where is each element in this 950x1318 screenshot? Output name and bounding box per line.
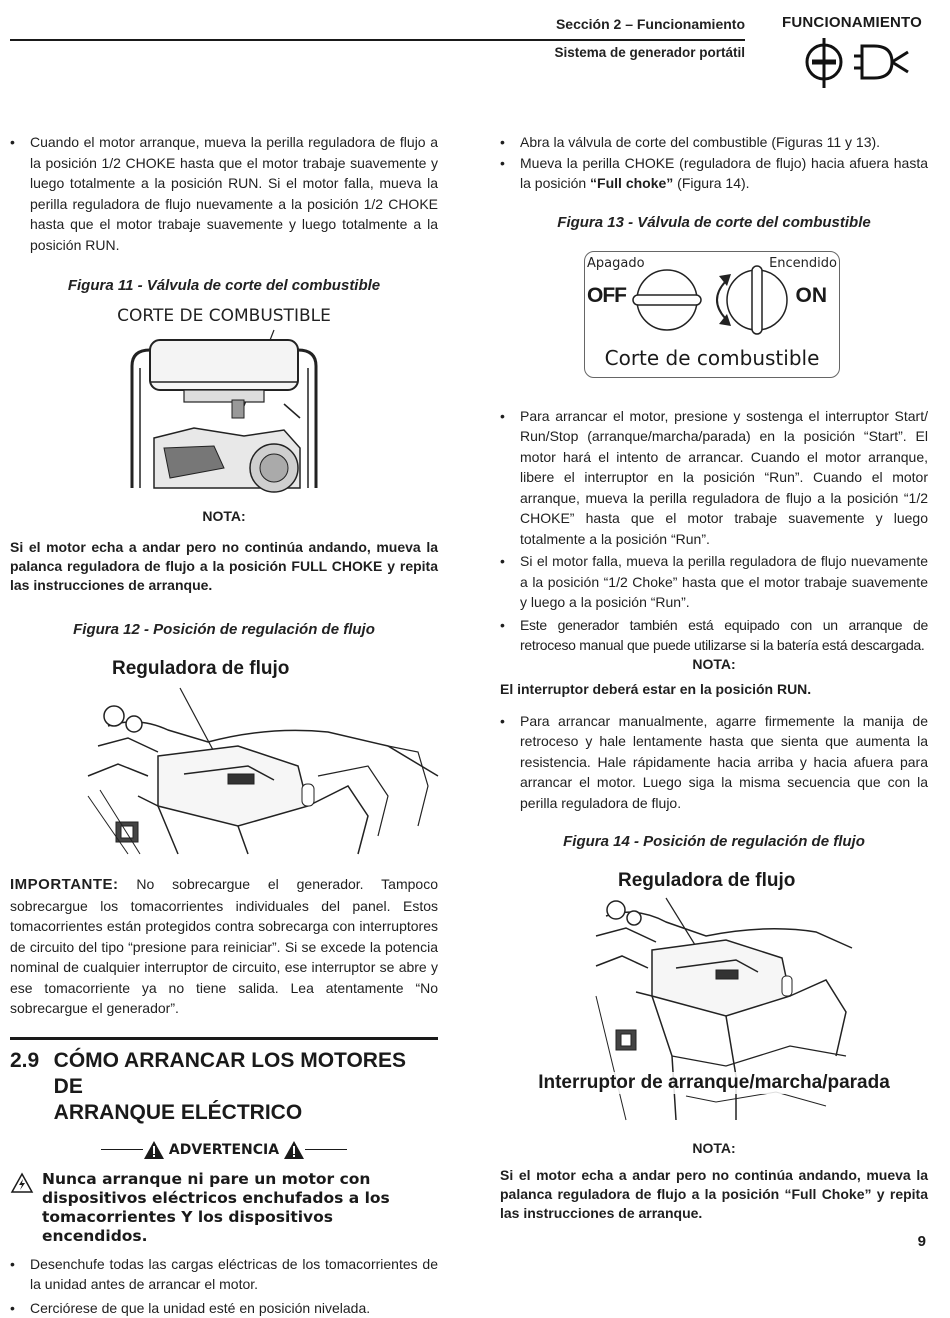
fig13-on: ON <box>796 284 828 308</box>
left-column <box>10 132 438 1318</box>
warning-icon <box>283 1140 305 1160</box>
section-number: 2.9 <box>10 1048 54 1126</box>
warning-label: ADVERTENCIA <box>169 1142 279 1158</box>
figure-14-bottom-label: Interruptor de arranque/marcha/parada <box>500 1072 928 1094</box>
important-text: No sobrecargue el generador. Tampoco sobrecargue los tomacorrientes individuales del panel. Estos tomacorrientes están protegidos contra sobrecarga con interruptores de circuito del tipo “presione para reiniciar”. Si se excede la potencia nominal de cualquier interruptor de circuito, ese interruptor se abre y ese tomacorriente ya no tiene salida. Lea atentamente “No sobrecargue el generador”. <box>10 876 438 1016</box>
fig13-on-small: Encendido <box>769 256 837 271</box>
fuel-valve-drawing <box>124 328 324 488</box>
list-item: • Cuando el motor arranque, mueva la perilla reguladora de flujo a la posición 1/2 CHOKE hasta que el motor trabaje suavemente y luego totalmente a la posición RUN. Si el motor falla, mueva la perilla reguladora de flujo nuevamente a la posición 1/2 CHOKE hasta que el motor trabaje suavemente y luego totalmente a la posición RUN. <box>10 132 438 255</box>
list-item: • Abra la válvula de corte del combustible (Figuras 11 y 13). <box>500 132 928 153</box>
fuel-valve-dial <box>585 252 841 352</box>
figure-12-image <box>88 658 440 854</box>
page-number: 9 <box>918 1233 926 1250</box>
note-text: El interruptor deberá estar en la posición RUN. <box>500 680 928 699</box>
list-item-text: (Figura 14). <box>673 175 749 191</box>
list-item-bold: “Full choke” <box>590 175 673 191</box>
figure-12-label: Reguladora de flujo <box>112 658 289 680</box>
warning-icon <box>143 1140 165 1160</box>
note-text: Si el motor echa a andar pero no continúa andando, mueva la palanca reguladora de flujo a la posición FULL CHOKE y repita las instrucciones de arranque. <box>10 538 438 595</box>
figure-11-label: CORTE DE COMBUSTIBLE <box>54 306 394 326</box>
figure-13-image <box>584 251 840 378</box>
header-subtitle: Sistema de generador portátil <box>554 45 745 60</box>
figure-14-image <box>500 870 928 1132</box>
header-category: FUNCIONAMIENTO <box>782 14 922 31</box>
caution-icon <box>10 1172 34 1194</box>
list-item: • Para arrancar el motor, presione y sostenga el interruptor Start/ Run/Stop (arranque/marcha/parada) en la posición “Start”. El motor hará el intento de arrancar. Cuando el motor arranque, libere el interruptor en la posición “Run”. Cuando el motor arranque, mueva la perilla reguladora de flujo a la posición “1/2 CHOKE” hasta que el motor trabaje suavemente y luego totalmente a la posición “Run”. <box>500 406 928 550</box>
list-item: • Si el motor falla, mueva la perilla reguladora de flujo nuevamente a la posición “1/2 Choke” hasta que el motor trabaje suavemente y luego a la posición “Run”. <box>500 551 928 613</box>
list-item <box>500 153 928 194</box>
fig13-off: OFF <box>587 284 626 308</box>
section-heading <box>10 1048 438 1126</box>
list-item: • Desenchufe todas las cargas eléctricas de los tomacorrientes de la unidad antes de arrancar el motor. <box>10 1254 438 1295</box>
note-heading: NOTA: <box>500 656 928 672</box>
figure-11-caption: Figura 11 - Válvula de corte del combustible <box>10 277 438 294</box>
warning-banner <box>10 1140 438 1160</box>
operation-icon <box>800 36 920 92</box>
important-paragraph <box>10 874 438 1019</box>
section-rule <box>10 1037 438 1040</box>
header-section: Sección 2 – Funcionamiento <box>556 16 745 32</box>
fig13-off-small: Apagado <box>587 256 645 271</box>
list-item: • Este generador también está equipado con un arranque de retroceso manual que puede utilizarse si la batería está descargada. <box>500 615 928 656</box>
note-heading: NOTA: <box>500 1140 928 1156</box>
right-column <box>500 132 928 1223</box>
note-text: Si el motor echa a andar pero no continúa andando, mueva la palanca reguladora de flujo a la posición “Full Choke” y repita las instrucciones de arranque. <box>500 1166 928 1223</box>
list-item-text: Mueva la perilla CHOKE (reguladora de flujo) hacia afuera hasta la posición <box>520 155 928 192</box>
section-title-line2: ARRANQUE ELÉCTRICO <box>54 1100 438 1126</box>
warning-text: Nunca arranque ni pare un motor con dispositivos eléctricos enchufados a los tomacorrientes Y los dispositivos encendidos. <box>42 1170 438 1246</box>
figure-12-caption: Figura 12 - Posición de regulación de flujo <box>10 621 438 638</box>
figure-13-caption: Figura 13 - Válvula de corte del combustible <box>500 214 928 231</box>
header-rule <box>10 39 745 41</box>
figure-11-image <box>124 306 324 488</box>
figure-14-caption: Figura 14 - Posición de regulación de flujo <box>500 833 928 850</box>
section-title-line1: CÓMO ARRANCAR LOS MOTORES DE <box>54 1048 438 1100</box>
list-item: • Para arrancar manualmente, agarre firmemente la manija de retroceso y hale lentamente hasta que sienta que aumenta la resistencia. Hale rápidamente hacia arriba y hacia afuera para arrancar el motor. Luego siga la misma secuencia que con la perilla reguladora de flujo. <box>500 711 928 814</box>
list-item: • Cerciórese de que la unidad esté en posición nivelada. <box>10 1298 438 1318</box>
figure-14-label: Reguladora de flujo <box>618 870 795 892</box>
choke-drawing-left <box>88 686 440 854</box>
warning-block <box>10 1170 438 1246</box>
fig13-bottom-label: Corte de combustible <box>585 346 839 370</box>
important-label: IMPORTANTE: <box>10 876 119 893</box>
note-heading: NOTA: <box>10 508 438 524</box>
